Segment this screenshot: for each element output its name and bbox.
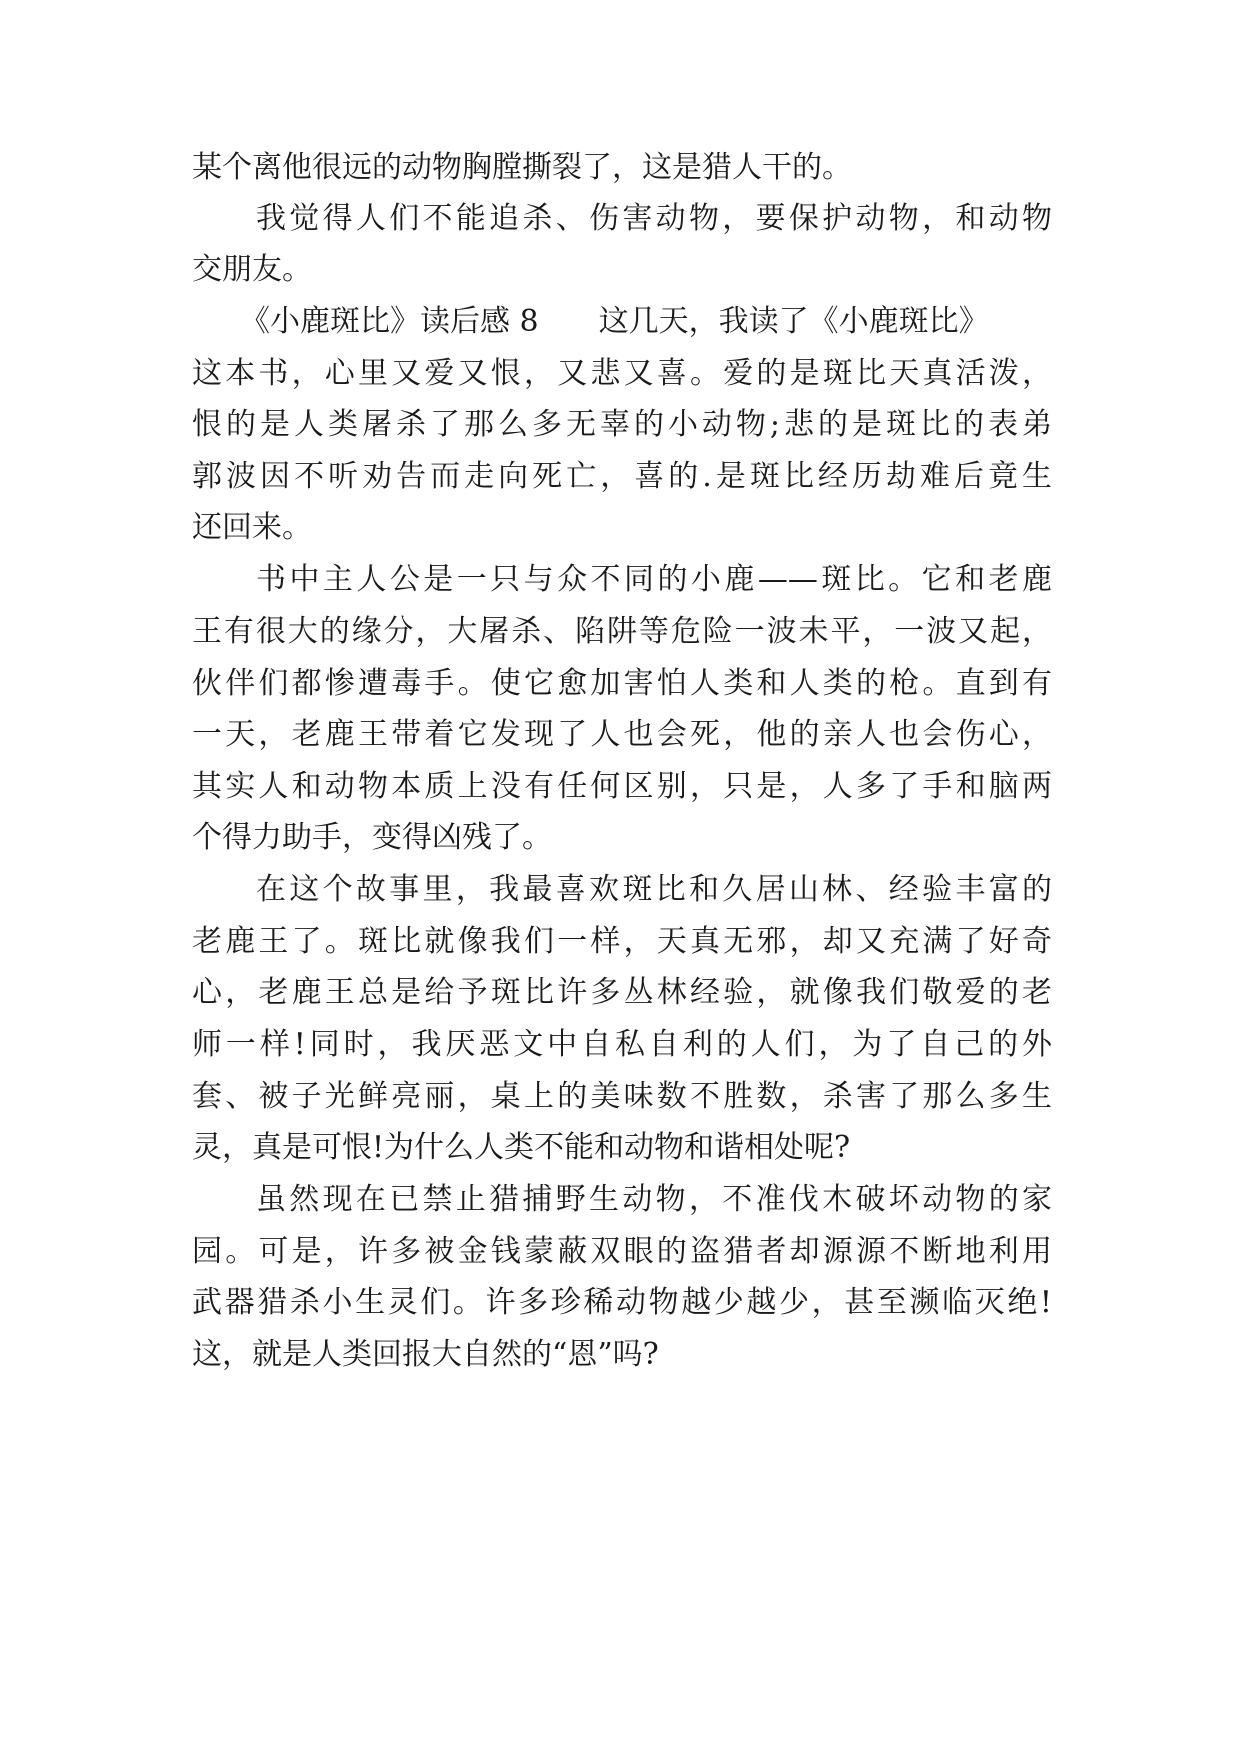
text-line: 套、被子光鲜亮丽，桌上的美味数不胜数，杀害了那么多生 <box>192 1079 1052 1114</box>
text-line: 个得力助手，变得凶残了。 <box>192 820 552 855</box>
text-line: 郭波因不听劝告而走向死亡，喜的.是斑比经历劫难后竟生 <box>192 459 1052 494</box>
text-line: 这本书，心里又爱又恨，又悲又喜。爱的是斑比天真活泼， <box>192 356 1052 391</box>
text-line: 恨的是人类屠杀了那么多无辜的小动物;悲的是斑比的表弟 <box>192 407 1052 442</box>
text-line: 灵，真是可恨!为什么人类不能和动物和谐相处呢? <box>192 1130 851 1165</box>
text-line: 师一样!同时，我厌恶文中自私自利的人们，为了自己的外 <box>192 1027 1052 1062</box>
text-line: 王有很大的缘分，大屠杀、陷阱等危险一波未平，一波又起， <box>192 614 1052 649</box>
text-line: 伙伴们都惨遭毒手。使它愈加害怕人类和人类的枪。直到有 <box>192 666 1052 701</box>
text-line: 交朋友。 <box>192 252 312 287</box>
text-line: 这，就是人类回报大自然的“恩”吗? <box>192 1337 659 1372</box>
text-line: 武器猎杀小生灵们。许多珍稀动物越少越少，甚至濒临灭绝! <box>192 1285 1052 1320</box>
text-line: 某个离他很远的动物胸膛撕裂了，这是猎人干的。 <box>192 150 852 185</box>
paragraph-first-line: 在这个故事里，我最喜欢斑比和久居山林、经验丰富的 <box>256 872 1052 907</box>
text-line: 老鹿王了。斑比就像我们一样，天真无邪，却又充满了好奇 <box>192 924 1052 959</box>
paragraph-first-line: 虽然现在已禁止猎捕野生动物，不准伐木破坏动物的家 <box>256 1182 1052 1217</box>
text-line: 心，老鹿王总是给予斑比许多丛林经验，就像我们敬爱的老 <box>192 975 1052 1010</box>
text-line: 其实人和动物本质上没有任何区别，只是，人多了手和脑两 <box>192 769 1052 804</box>
text-line: 还回来。 <box>192 510 312 545</box>
paragraph-first-line: 我觉得人们不能追杀、伤害动物，要保护动物，和动物 <box>256 201 1052 236</box>
section-title-line: 《小鹿斑比》读后感 8 这几天，我读了《小鹿斑比》 <box>240 304 989 339</box>
text-line: 园。可是，许多被金钱蒙蔽双眼的盗猎者却源源不断地利用 <box>192 1234 1052 1269</box>
text-line: 一天，老鹿王带着它发现了人也会死，他的亲人也会伤心， <box>192 717 1052 752</box>
paragraph-first-line: 书中主人公是一只与众不同的小鹿——斑比。它和老鹿 <box>256 562 1052 597</box>
